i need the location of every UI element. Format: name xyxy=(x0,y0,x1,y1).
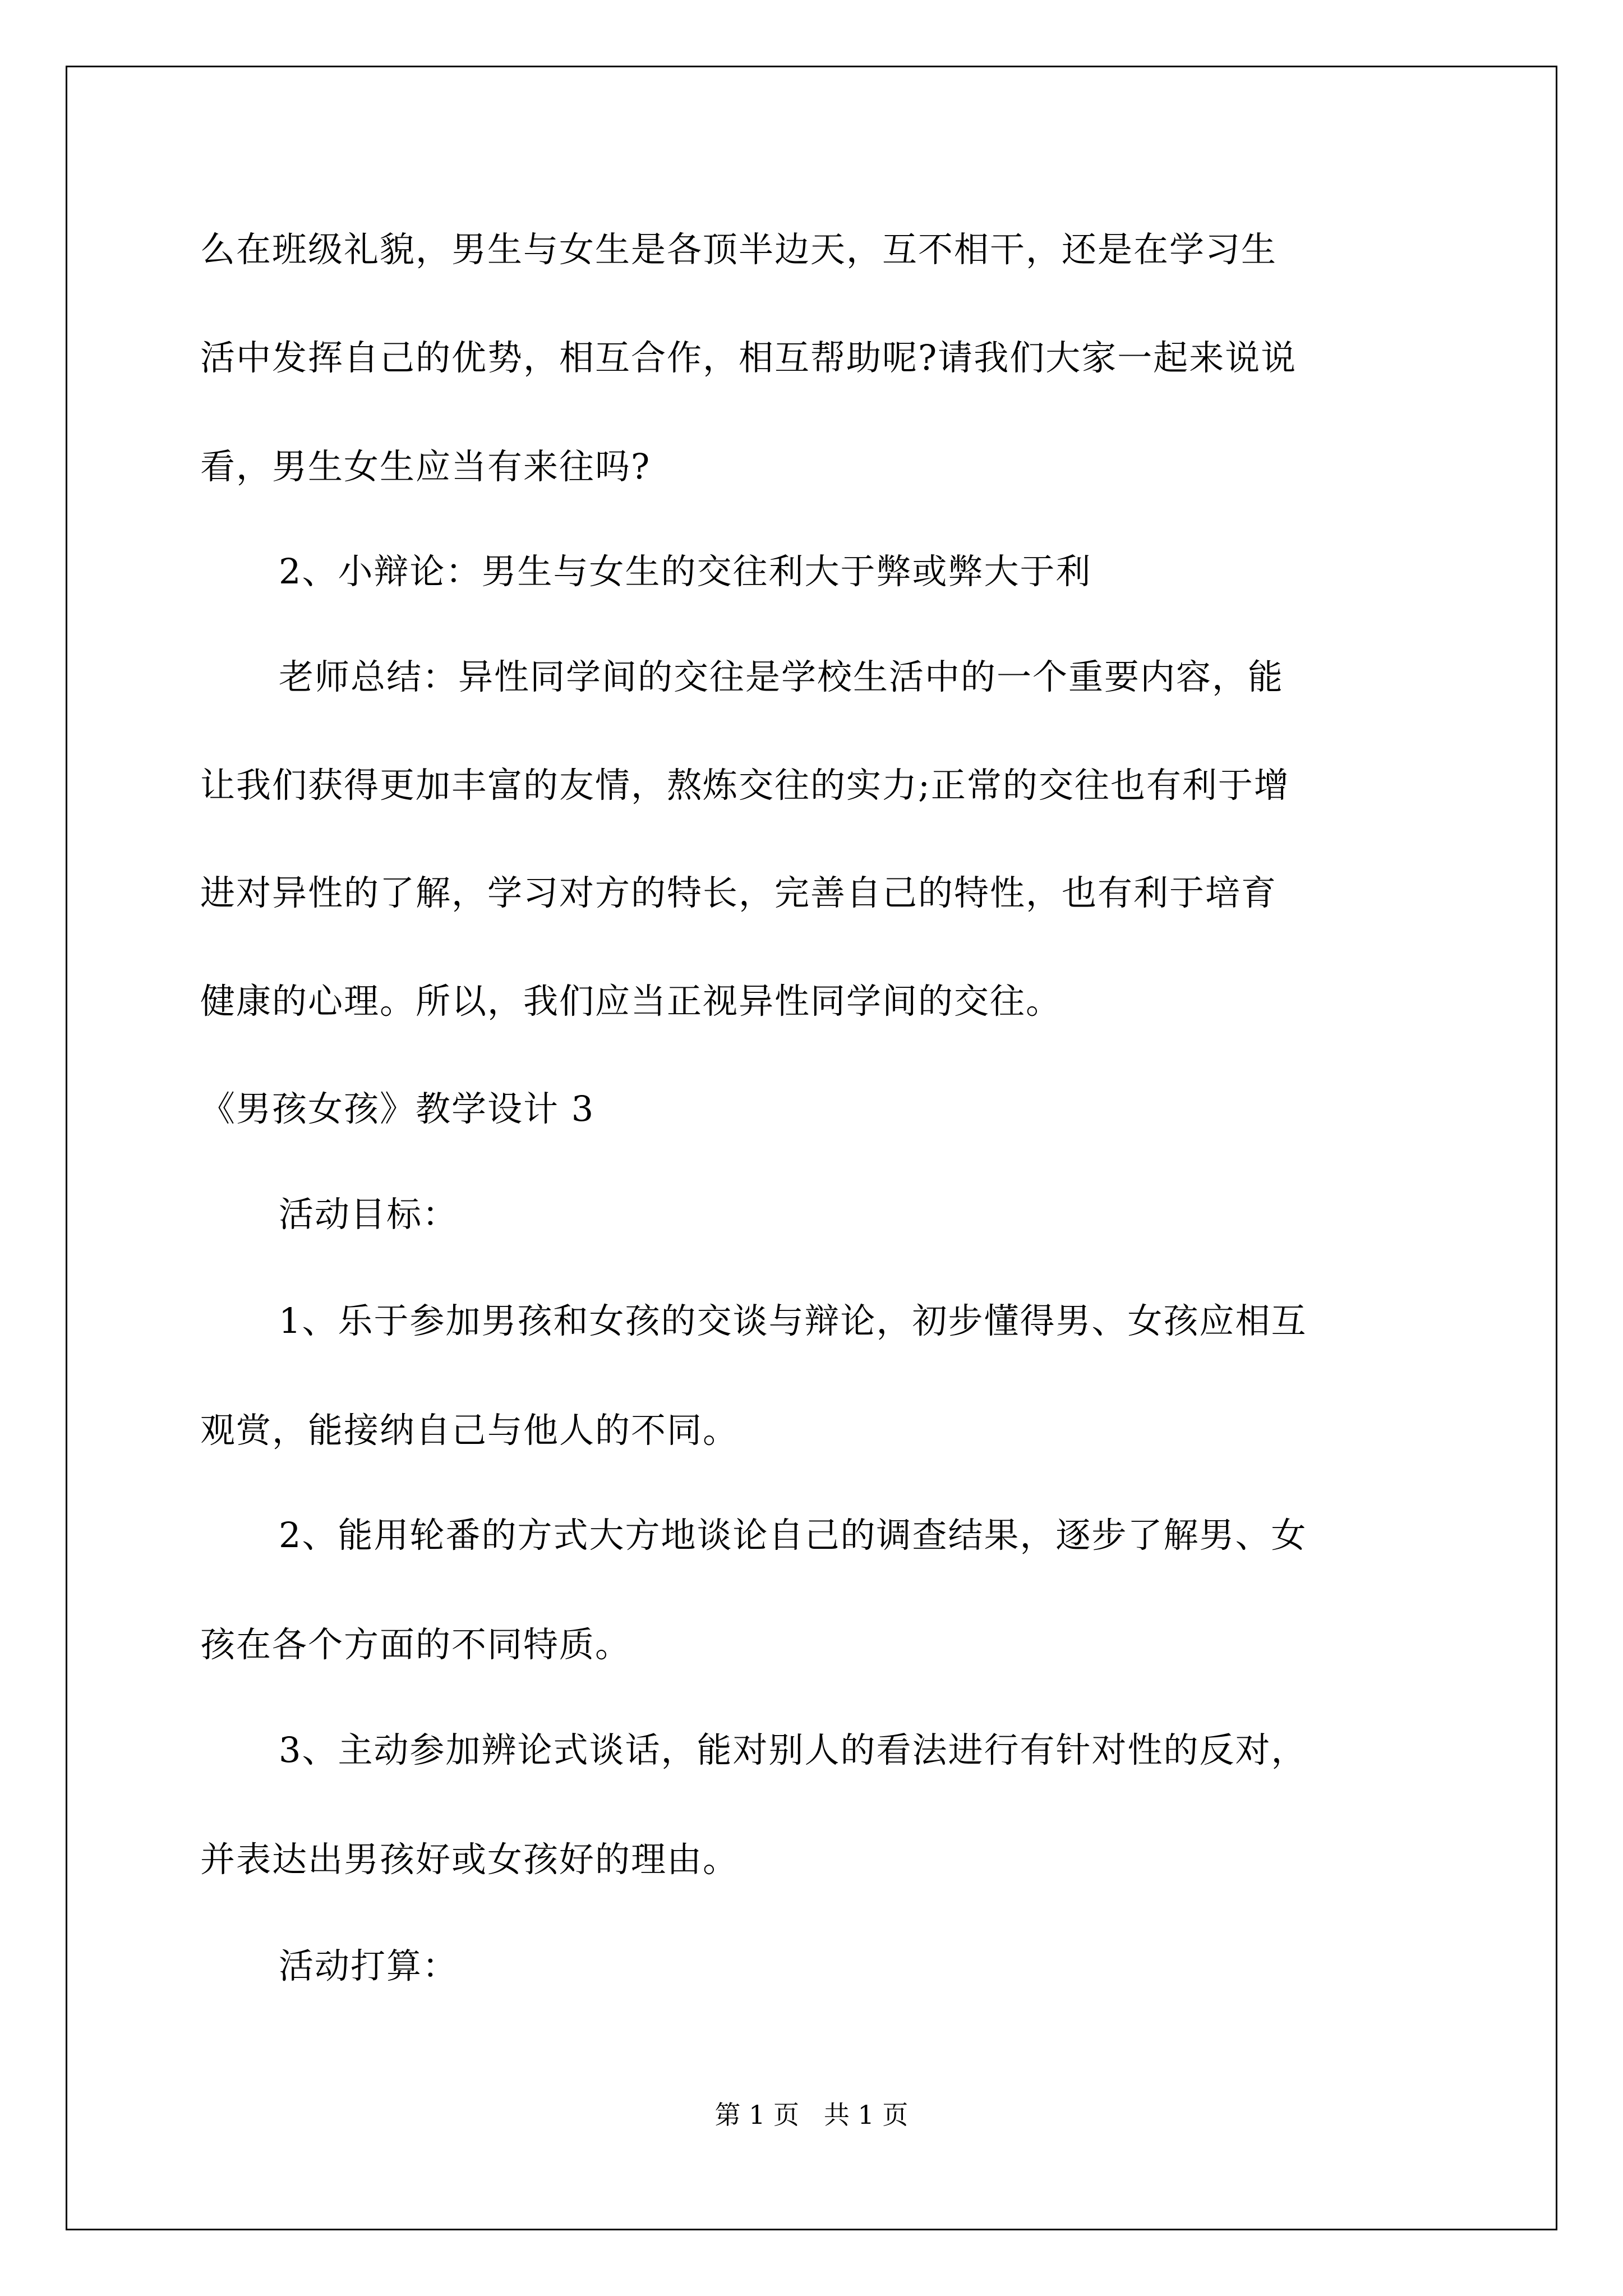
page-number-footer: 第 1 页 共 1 页 xyxy=(714,2100,909,2130)
section-heading: 《男孩女孩》教学设计 3 xyxy=(200,1088,595,1129)
body-line: 么在班级礼貌，男生与女生是各顶半边天，互不相干，还是在学习生 xyxy=(200,229,1278,270)
body-line: 老师总结：异性同学间的交往是学校生活中的一个重要内容，能 xyxy=(279,656,1284,697)
body-line: 活中发挥自己的优势，相互合作，相互帮助呢?请我们大家一起来说说 xyxy=(200,337,1297,378)
body-line: 孩在各个方面的不同特质。 xyxy=(200,1624,631,1665)
body-line: 健康的心理。所以，我们应当正视异性同学间的交往。 xyxy=(200,981,1062,1022)
body-line: 活动目标： xyxy=(279,1194,459,1235)
body-line: 并表达出男孩好或女孩好的理由。 xyxy=(200,1839,739,1880)
body-line: 让我们获得更加丰富的友情，熬炼交往的实力;正常的交往也有利于增 xyxy=(200,765,1290,806)
body-line: 活动打算： xyxy=(279,1945,459,1986)
body-line: 看，男生女生应当有来往吗? xyxy=(200,446,651,487)
body-line: 2、能用轮番的方式大方地谈论自己的调查结果，逐步了解男、女 xyxy=(279,1515,1307,1556)
body-line: 观赏，能接纳自己与他人的不同。 xyxy=(200,1410,739,1451)
page-border xyxy=(66,66,1557,2230)
body-line: 进对异性的了解，学习对方的特长，完善自己的特性，也有利于培育 xyxy=(200,872,1278,913)
body-line: 3、主动参加辨论式谈话，能对别人的看法进行有针对性的反对， xyxy=(279,1729,1307,1770)
body-line: 2、小辩论：男生与女生的交往利大于弊或弊大于利 xyxy=(279,551,1092,592)
body-line: 1、乐于参加男孩和女孩的交谈与辩论，初步懂得男、女孩应相互 xyxy=(279,1300,1307,1341)
